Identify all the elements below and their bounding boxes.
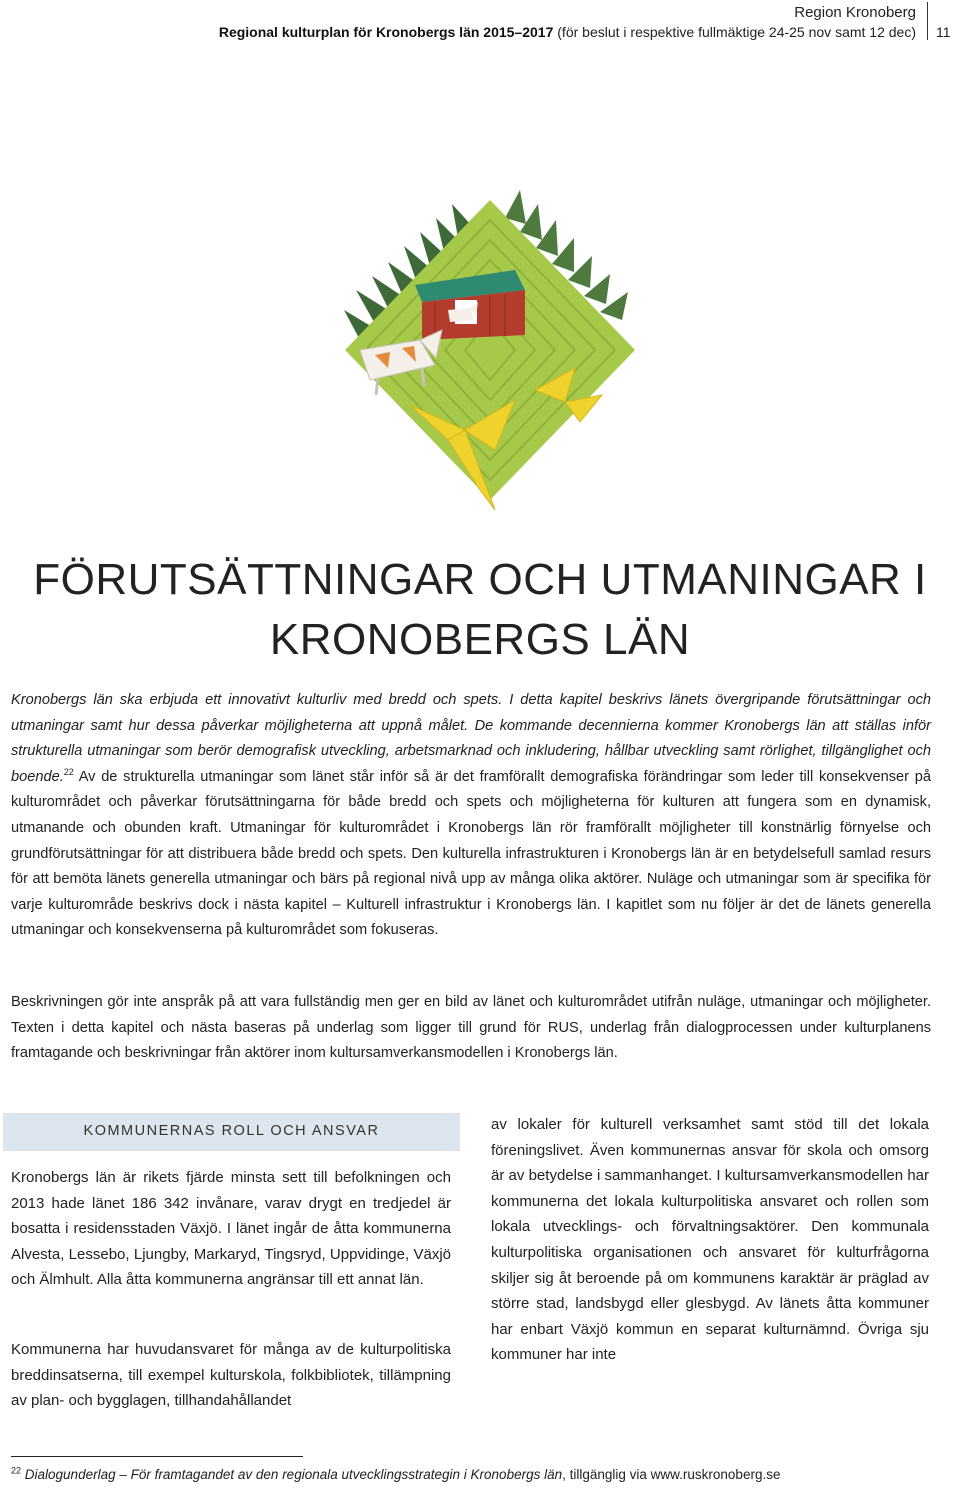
column-right-paragraph: av lokaler för kulturell verksamhet samt stöd till det lokala föreningslivet. Även kommunernas ansvar för skola och omsorg är av betydelse i sammanhanget. I kultursamverkansmodellen har kommunerna det lokala kulturpolitiska ansvaret och rollen som lokala utvecklings- och förvaltningsaktörer. Den kommunala kulturpolitiska organisationen och ansvaret för kulturfrågorna skiljer sig åt beroende på om kommunens karaktär är präglad av större stad, landsbygd eller glesbygd. Av länets åtta kommuner har enbart Växjö kommun en separat kulturnämnd. Övriga sju kommuner har inte [491, 1116, 929, 1364]
footnote [11, 1467, 780, 1482]
footnote-rest-text: , tillgänglig via www.ruskronoberg.se [562, 1467, 781, 1482]
chapter-title-line2: KRONOBERGS LÄN [269, 615, 691, 664]
origami-landscape-illustration [330, 190, 650, 520]
header-organization: Region Kronoberg [794, 4, 916, 21]
section-heading: KOMMUNERNAS ROLL OCH ANSVAR [83, 1123, 380, 1139]
page-number: 11 [936, 24, 951, 40]
footnote-reference[interactable]: 22 [63, 766, 74, 777]
intro-body-text: Av de strukturella utmaningar som länet står inför så är det framförallt demografiska förändringar som leder till konsekvenser på kulturområdet och påverkar förutsättningarna för både bredd och spets och möjligheterna för kulturen att fungera som en dynamisk, utmanande och obunden kraft. Utmaningar för kulturområdet i Kronobergs län rör framförallt möjligheter till konstnärlig förnyelse och grundförutsättningar för att distribuera både bredd och spets. Den kulturella infrastrukturen i Kronobergs län är en betydelsefull samlad resurs för att bemöta länets generella utmaningar och bärs på regional nivå upp av många olika aktörer. Nuläge och utmaningar som är specifika för varje kulturområde beskrivs dock i nästa kapitel – Kulturell infrastruktur i Kronobergs län. I kapitlet som nu följer är det de länets generella utmaningar och konsekvenserna på kulturområdet som fokuseras. [11, 768, 931, 939]
column-left-paragraph-1: Kronobergs län är rikets fjärde minsta sett till befolkningen och 2013 hade länet 186 342 invånare, varav drygt en tredjedel är bosatta i residensstaden Växjö. I länet ingår de åtta kommunerna Alvesta, Lessebo, Ljungby, Markaryd, Tingsryd, Uppvidinge, Växjö och Älmhult. Alla åtta kommunerna angränsar till ett annat län. [11, 1169, 451, 1289]
description-paragraph: Beskrivningen gör inte anspråk på att vara fullständig men ger en bild av länet och kulturområdet utifrån nuläge, utmaningar och möjligheter. Texten i detta kapitel och nästa baseras på underlag som ligger till grund för RUS, underlag från dialogprocessen under kulturplanens framtagande och beskrivningar från aktörer inom kultursamverkansmodellen i Kronobergs län. [11, 994, 931, 1062]
footnote-divider [11, 1456, 303, 1457]
section-heading-box [3, 1113, 460, 1151]
header-subtitle-rest: (för beslut i respektive fullmäktige 24-25 nov samt 12 dec) [553, 24, 916, 40]
header-subtitle-bold: Regional kulturplan för Kronobergs län 2015–2017 [218, 24, 554, 40]
chapter-title-line1: FÖRUTSÄTTNINGAR OCH UTMANINGAR I [33, 555, 927, 604]
column-left-paragraph-2: Kommunerna har huvudansvaret för många av de kulturpolitiska breddinsatserna, till exempel kulturskola, folkbibliotek, tillämpning av plan- och bygglagen, tillhandahållandet [11, 1341, 451, 1410]
header-divider [927, 2, 928, 40]
footnote-italic-text: Dialogunderlag – För framtagandet av den regionala utvecklingsstrategin i Kronobergs län [24, 1467, 563, 1482]
page-header [0, 0, 960, 48]
header-subtitle [219, 24, 916, 40]
chapter-title [0, 550, 960, 670]
footnote-number: 22 [11, 1465, 22, 1476]
intro-paragraph [11, 688, 931, 944]
intro-italic-text: Kronobergs län ska erbjuda ett innovativt kulturliv med bredd och spets. I detta kapitel beskrivs länets övergripande förutsättningar och utmaningar samt hur dessa påverkar möjligheterna att uppnå målet. De kommande decennierna kommer Kronobergs län att ställas inför strukturella utmaningar som berör demografisk utveckling, arbetsmarknad och inkludering, hållbar utveckling samt rörlighet, tillgänglighet och boende. [11, 692, 931, 785]
